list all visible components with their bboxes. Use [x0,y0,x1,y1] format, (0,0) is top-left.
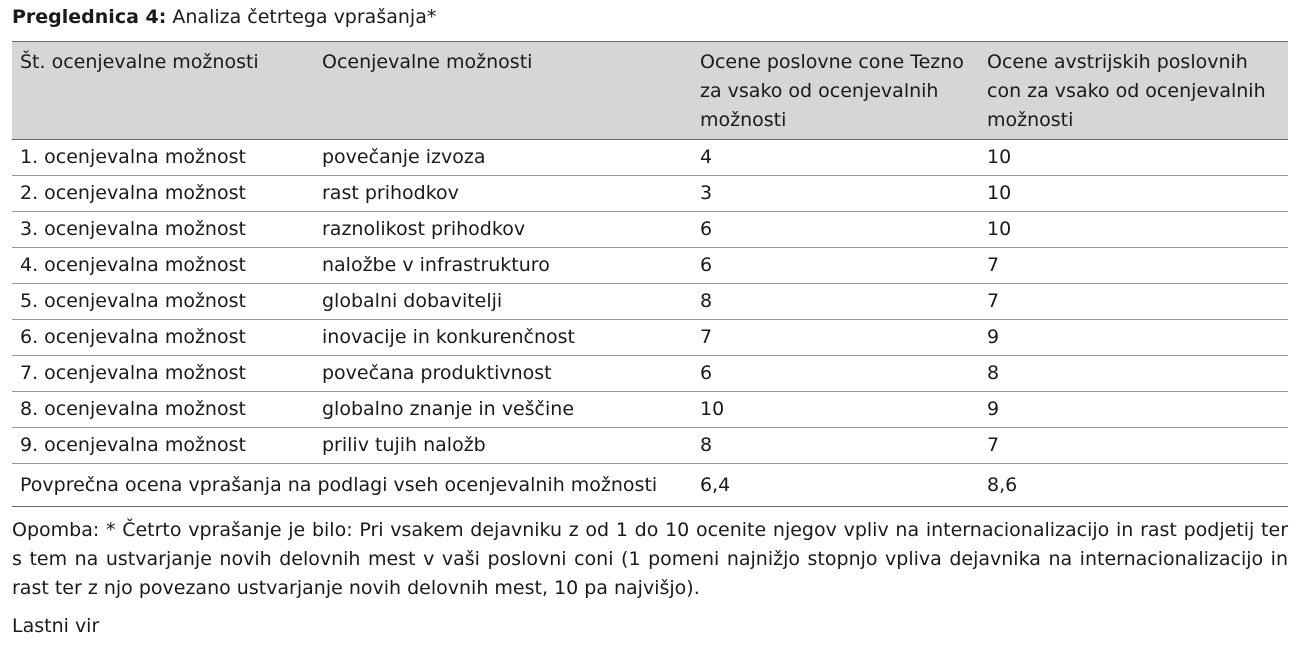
cell-austria: 8 [979,356,1288,392]
cell-number: 6. ocenjevalna možnost [12,320,314,356]
cell-number: 3. ocenjevalna možnost [12,212,314,248]
table-row [12,248,1288,284]
table-caption [12,6,436,28]
table-row [12,140,1288,176]
table-row [12,392,1288,428]
cell-austria: 10 [979,176,1288,212]
cell-austria: 9 [979,320,1288,356]
data-table-container [12,41,1288,507]
source-note: Lastni vir [12,615,100,637]
cell-tezno: 6 [692,212,979,248]
caption-title: Analiza četrtega vprašanja* [172,6,437,28]
header-cell-number: Št. ocenjevalne možnosti [12,42,314,140]
table-body [12,140,1288,507]
cell-option: priliv tujih naložb [314,428,692,464]
cell-austria: 7 [979,248,1288,284]
cell-option: rast prihodkov [314,176,692,212]
table-row [12,320,1288,356]
cell-number: 8. ocenjevalna možnost [12,392,314,428]
average-label: Povprečna ocena vprašanja na podlagi vseh ocenjevalnih možnosti [12,464,692,507]
cell-option: povečanje izvoza [314,140,692,176]
cell-tezno: 8 [692,428,979,464]
header-cell-tezno: Ocene poslovne cone Tezno za vsako od ocenjevalnih možnosti [692,42,979,140]
table-row [12,356,1288,392]
header-cell-option: Ocenjevalne možnosti [314,42,692,140]
cell-tezno: 6 [692,248,979,284]
cell-option: inovacije in konkurenčnost [314,320,692,356]
cell-option: raznolikost prihodkov [314,212,692,248]
cell-option: globalni dobavitelji [314,284,692,320]
cell-tezno: 10 [692,392,979,428]
cell-number: 9. ocenjevalna možnost [12,428,314,464]
cell-austria: 7 [979,428,1288,464]
cell-tezno: 3 [692,176,979,212]
average-austria: 8,6 [979,464,1288,507]
cell-number: 2. ocenjevalna možnost [12,176,314,212]
cell-tezno: 8 [692,284,979,320]
header-row [12,42,1288,140]
cell-option: globalno znanje in veščine [314,392,692,428]
cell-number: 4. ocenjevalna možnost [12,248,314,284]
caption-label: Preglednica 4: [12,6,167,28]
data-table [12,41,1288,507]
cell-austria: 9 [979,392,1288,428]
footnote: Opomba: * Četrto vprašanje je bilo: Pri vsakem dejavniku z od 1 do 10 ocenite njegov vpliv na internacionalizacijo in rast podjetij ter s tem na ustvarjanje novih delovnih mest v vaši poslovni coni (1 pomeni najnižjo stopnjo vpliva dejavnika na internacionalizacijo in rast ter z njo povezano ustvarjanje novih delovnih mest, 10 pa najvišjo). [12,519,1288,599]
table-row [12,428,1288,464]
average-row [12,464,1288,507]
cell-option: naložbe v infrastrukturo [314,248,692,284]
average-tezno: 6,4 [692,464,979,507]
cell-austria: 10 [979,212,1288,248]
cell-number: 5. ocenjevalna možnost [12,284,314,320]
cell-number: 7. ocenjevalna možnost [12,356,314,392]
cell-tezno: 7 [692,320,979,356]
cell-austria: 7 [979,284,1288,320]
header-cell-austria: Ocene avstrijskih poslovnih con za vsako od ocenjevalnih možnosti [979,42,1288,140]
cell-number: 1. ocenjevalna možnost [12,140,314,176]
cell-tezno: 6 [692,356,979,392]
table-row [12,284,1288,320]
table-row [12,212,1288,248]
cell-tezno: 4 [692,140,979,176]
table-row [12,176,1288,212]
cell-austria: 10 [979,140,1288,176]
table-header [12,42,1288,140]
cell-option: povečana produktivnost [314,356,692,392]
